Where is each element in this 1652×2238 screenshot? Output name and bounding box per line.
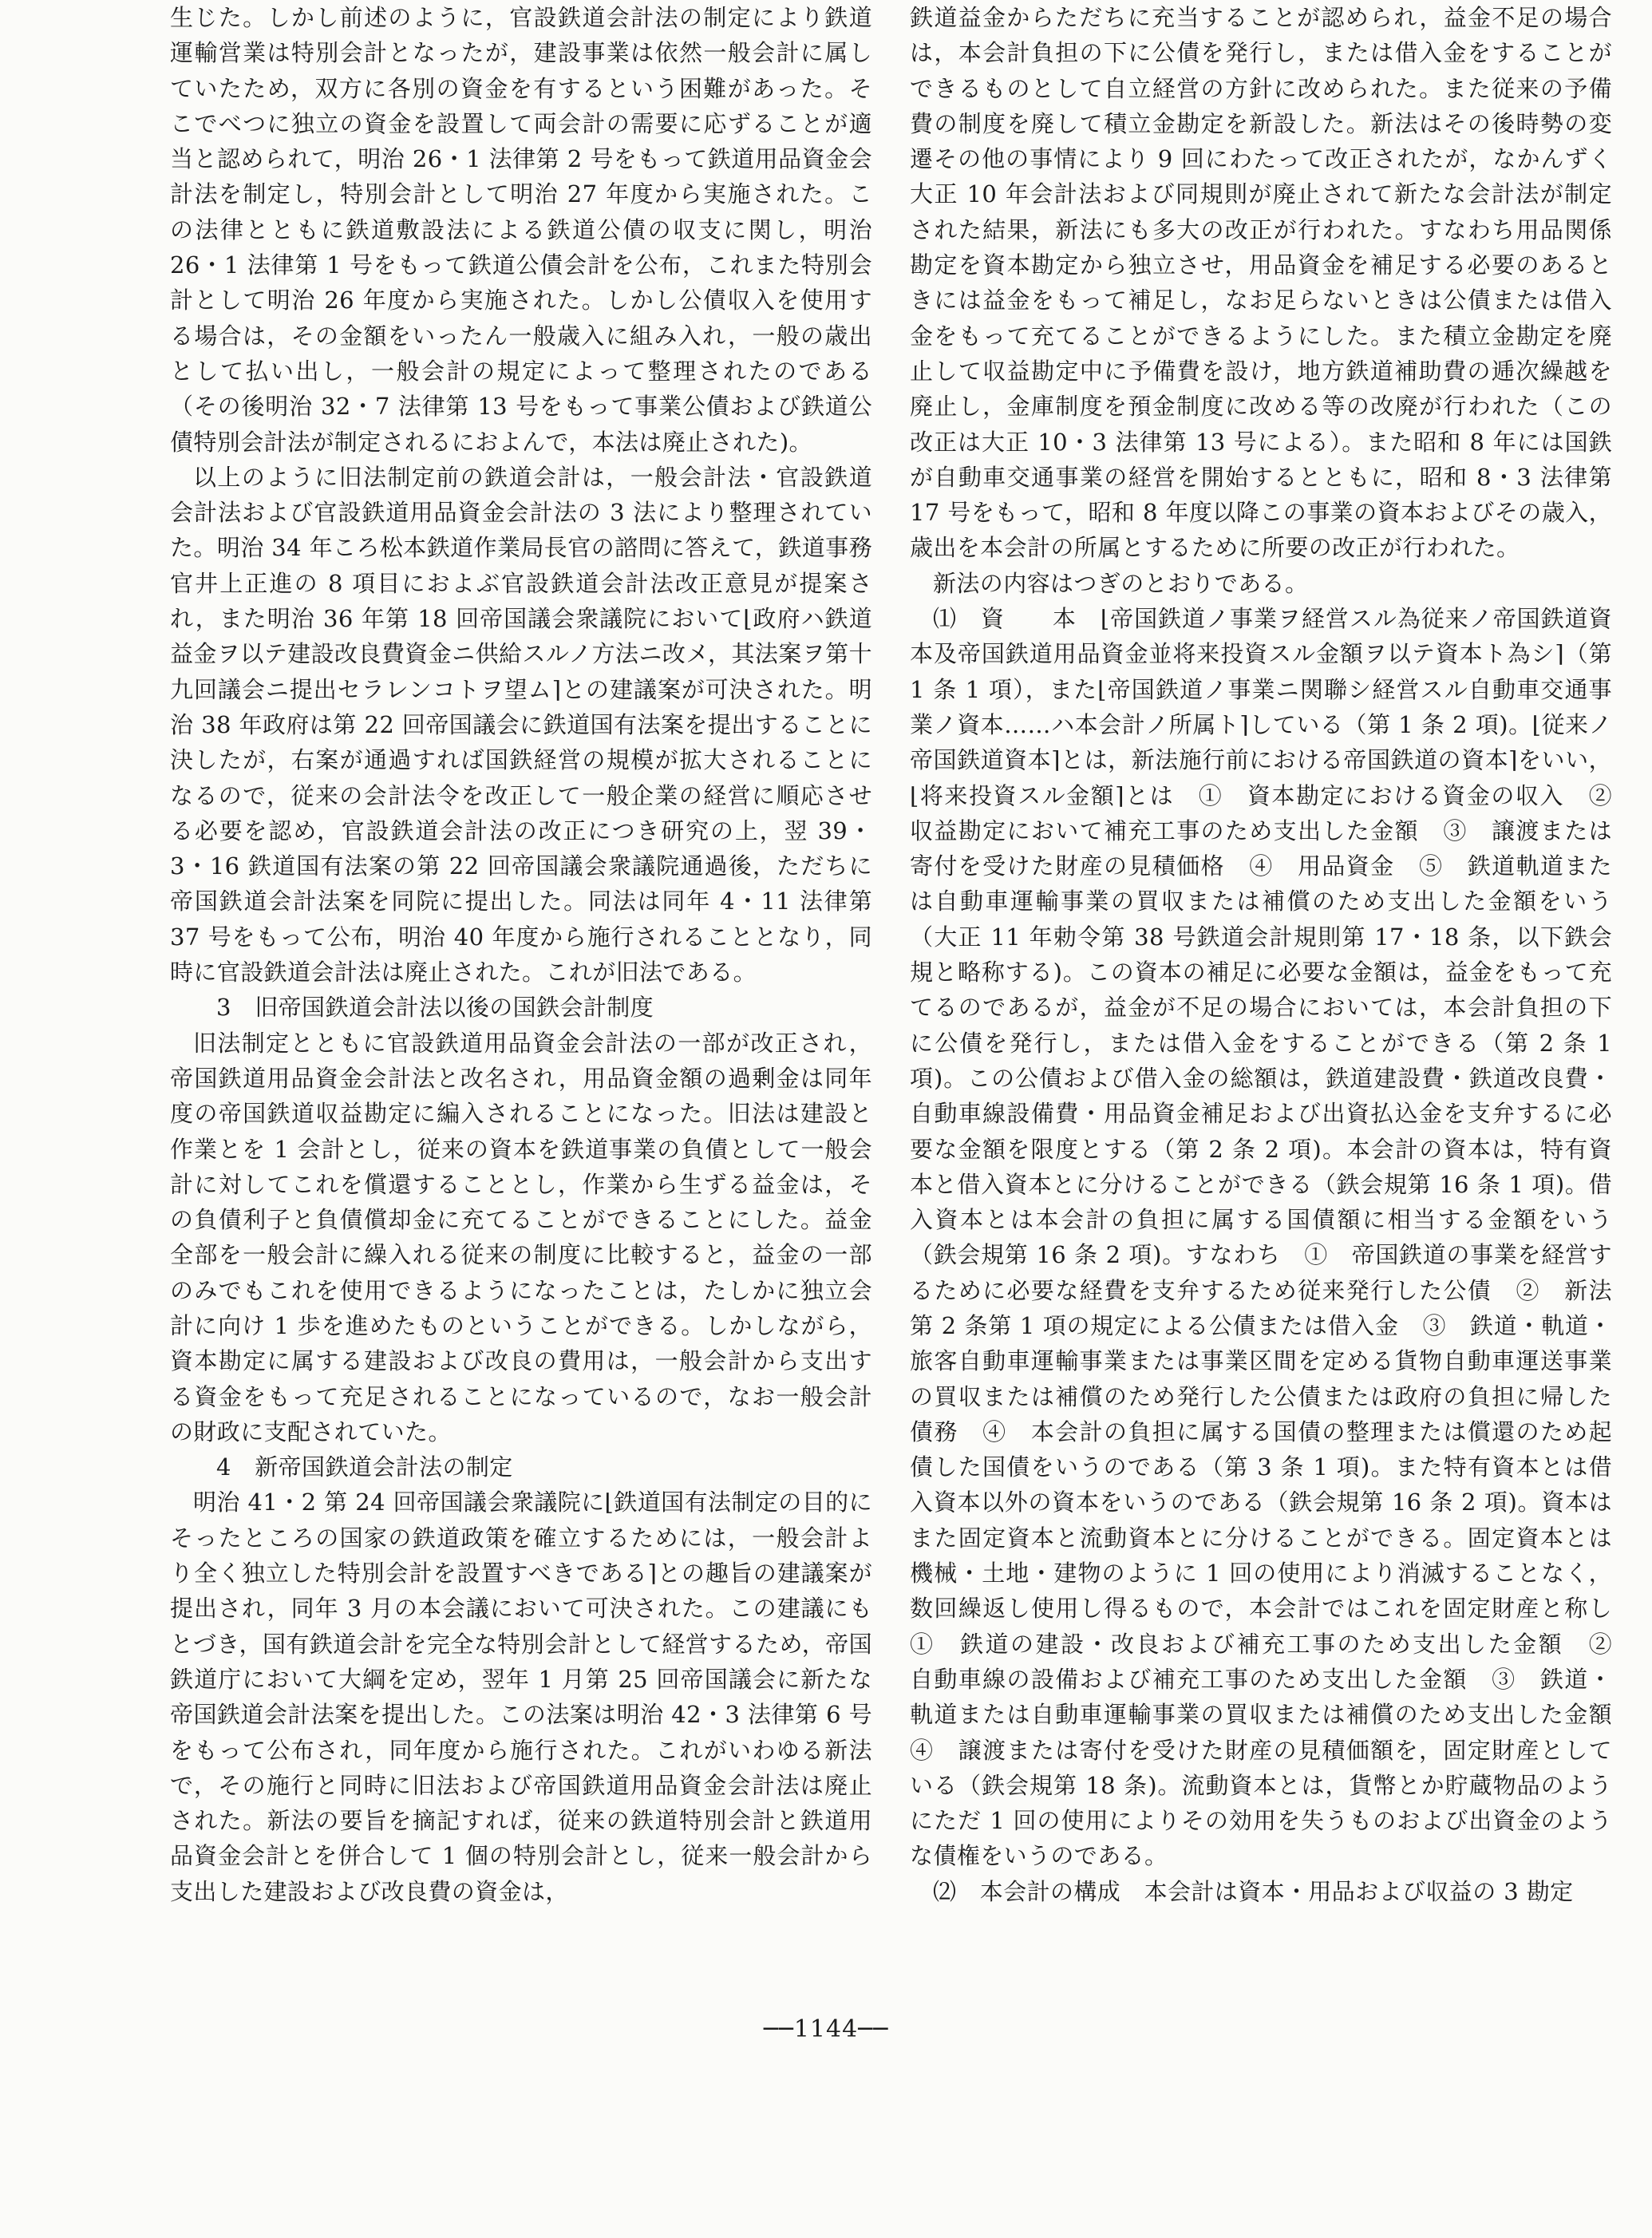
paragraph: 明治 41・2 第 24 回帝国議会衆議院に⌊鉄道国有法制定の目的にそったところの国家の鉄道政策を確立するためには，一般会計より全く独立した特別会計を設置すべきである⌉との趣旨の建議案が提出され，同年 3 月の本会議において可決された。この建議にもとづき，国有鉄道会計を完全な特別会計として経営するため，帝国鉄道庁において大綱を定め，翌年 1 月第 25 回帝国議会に新たな帝国鉄道会計法案を提出した。この法案は明治 42・3 法律第 6 号をもって公布され，同年度から施行された。これがいわゆる新法で，その施行と同時に旧法および帝国鉄道用品資金会計法は廃止された。新法の要旨を摘記すれば，従来の鉄道特別会計と鉄道用品資金会計とを併合して 1 個の特別会計とし，従来一般会計から支出した建設および改良費の資金は， [170, 1489, 872, 1905]
paragraph: 生じた。しかし前述のように，官設鉄道会計法の制定により鉄道運輸営業は特別会計となったが，建設事業は依然一般会計に属していたため，双方に各別の資金を有するという困難があった。そこでべつに独立の資金を設置して両会計の需要に応ずることが適当と認められて，明治 26・1 法律第 2 号をもって鉄道用品資金会計法を制定し，特別会計として明治 27 年度から実施された。この法律とともに鉄道敷設法による鉄道公債の収支に関し，明治 26・1 法律第 1 号をもって鉄道公債会計を公布，これまた特別会計として明治 26 年度から実施された。しかし公債収入を使用する場合は，その金額をいったん一般歳入に組み入れ，一般の歳出として払い出し，一般会計の規定によって整理されたのである（その後明治 32・7 法律第 13 号をもって事業公債および鉄道公債特別会計法が制定されるにおよんで，本法は廃止された)。 [170, 4, 872, 456]
paragraph: 鉄道益金からただちに充当することが認められ，益金不足の場合は，本会計負担の下に公債を発行し，または借入金をすることができるものとして自立経営の方針に改められた。また従来の予備費の制度を廃して積立金勘定を新設した。新法はその後時勢の変遷その他の事情により 9 回にわたって改正されたが，なかんずく大正 10 年会計法および同規則が廃止されて新たな会計法が制定された結果，新法にも多大の改正が行われた。すなわち用品関係勘定を資本勘定から独立させ，用品資金を補足する必要のあるときには益金をもって補足し，なお足らないときは公債または借入金をもって充てることができるようにした。また積立金勘定を廃止して収益勘定中に予備費を設け，地方鉄道補助費の逓次繰越を廃止し，金庫制度を預金制度に改める等の改廃が行われた（この改正は大正 10・3 法律第 13 号による）。また昭和 8 年には国鉄が自動車交通事業の経営を開始するとともに，昭和 8・3 法律第 17 号をもって，昭和 8 年度以降この事業の資本およびその歳入，歳出を本会計の所属とするために所要の改正が行われた。 [910, 4, 1612, 562]
section-heading: 4 新帝国鉄道会計法の制定 [216, 1453, 513, 1481]
paragraph: 以上のように旧法制定前の鉄道会計は，一般会計法・官設鉄道会計法および官設鉄道用品資金会計法の 3 法により整理されていた。明治 34 年ころ松本鉄道作業局長官の諮問に答えて，鉄道事務官井上正進の 8 項目におよぶ官設鉄道会計法改正意見が提案され，また明治 36 年第 18 回帝国議会衆議院において⌊政府ハ鉄道益金ヲ以テ建設改良費資金ニ供給スルノ方法ニ改メ，其法案ヲ第十九回議会ニ提出セラレンコトヲ望ム⌉との建議案が可決された。明治 38 年政府は第 22 回帝国議会に鉄道国有法案を提出することに決したが，右案が通過すれば国鉄経営の規模が拡大されることになるので，従来の会計法令を改正して一般企業の経営に順応させる必要を認め，官設鉄道会計法の改正につき研究の上，翌 39・3・16 鉄道国有法案の第 22 回帝国議会衆議院通過後，ただちに帝国鉄道会計法案を同院に提出した。同法は同年 4・11 法律第 37 号をもって公布，明治 40 年度から施行されることとなり，同時に官設鉄道会計法は廃止された。これが旧法である。 [170, 463, 872, 987]
right-column [910, 0, 1636, 1909]
paragraph: 新法の内容はつぎのとおりである。 [933, 569, 1309, 597]
section-heading: 3 旧帝国鉄道会計法以後の国鉄会計制度 [216, 994, 654, 1022]
left-column [170, 0, 872, 1909]
page-number: ──1144── [763, 2015, 889, 2043]
paragraph: 旧法制定とともに官設鉄道用品資金会計法の一部が改正され，帝国鉄道用品資金会計法と改名され，用品資金額の過剰金は同年度の帝国鉄道収益勘定に編入されることになった。旧法は建設と作業とを 1 会計とし，従来の資本を鉄道事業の負債として一般会計に対してこれを償還することとし，作業から生ずる益金は，その負債利子と負債償却金に充てることができることにした。益金全部を一般会計に繰入れる従来の制度に比較すると，益金の一部のみでもこれを使用できるようになったことは，たしかに独立会計に向け 1 歩を進めたものということができる。しかしながら，資本勘定に属する建設および改良の費用は，一般会計から支出する資金をもって充足されることになっているので，なお一般会計の財政に支配されていた。 [170, 1029, 872, 1445]
paragraph: ⑴ 資 本 ⌊帝国鉄道ノ事業ヲ経営スル為従来ノ帝国鉄道資本及帝国鉄道用品資金並将来投資スル金額ヲ以テ資本ト為シ⌉（第 1 条 1 項），また⌊帝国鉄道ノ事業ニ関聯シ経営スル自動車交通事業ノ資本……ハ本会計ノ所属ト⌉している（第 1 条 2 項)。⌊従来ノ帝国鉄道資本⌉とは，新法施行前における帝国鉄道の資本⌉をいい，⌊将来投資スル金額⌉とは ① 資本勘定における資金の収入 ② 収益勘定において補充工事のため支出した金額 ③ 譲渡または寄付を受けた財産の見積価格 ④ 用品資金 ⑤ 鉄道軌道または自動車運輸事業の買収または補償のため支出した金額をいう（大正 11 年勅令第 38 号鉄道会計規則第 17・18 条，以下鉄会規と略称する)。この資本の補足に必要な金額は，益金をもって充てるのであるが，益金が不足の場合においては，本会計負担の下に公債を発行し，または借入金をすることができる（第 2 条 1 項)。この公債および借入金の総額は，鉄道建設費・鉄道改良費・自動車線設備費・用品資金補足および出資払込金を支弁するに必要な金額を限度とする（第 2 条 2 項)。本会計の資本は，特有資本と借入資本とに分けることができる（鉄会規第 16 条 1 項)。借入資本とは本会計の負担に属する国債額に相当する金額をいう（鉄会規第 16 条 2 項)。すなわち ① 帝国鉄道の事業を経営するために必要な経費を支弁するため従来発行した公債 ② 新法第 2 条第 1 項の規定による公債または借入金 ③ 鉄道・軌道・旅客自動車運輸事業または事業区間を定める貨物自動車運送事業の買収または補償のため発行した公債または政府の負担に帰した債務 ④ 本会計の負担に属する国債の整理または償還のため起債した国債をいうのである（第 3 条 1 項)。また特有資本とは借入資本以外の資本をいうのである（鉄会規第 16 条 2 項)。資本はまた固定資本と流動資本とに分けることができる。固定資本とは機械・土地・建物のように 1 回の使用により消滅することなく，数回繰返し使用し得るもので，本会計ではこれを固定財産と称し ① 鉄道の建設・改良および補充工事のため支出した金額 ② 自動車線の設備および補充工事のため支出した金額 ③ 鉄道・軌道または自動車運輸事業の買収または補償のため支出した金額 ④ 譲渡または寄付を受けた財産の見積価額を，固定財産としている（鉄会規第 18 条)。流動資本とは，貨幣とか貯蔵物品のようにただ 1 回の使用によりその効用を失うものおよび出資金のような債権をいうのである。 [910, 605, 1636, 1870]
paragraph: ⑵ 本会計の構成 本会計は資本・用品および収益の 3 勘定 [933, 1877, 1574, 1905]
